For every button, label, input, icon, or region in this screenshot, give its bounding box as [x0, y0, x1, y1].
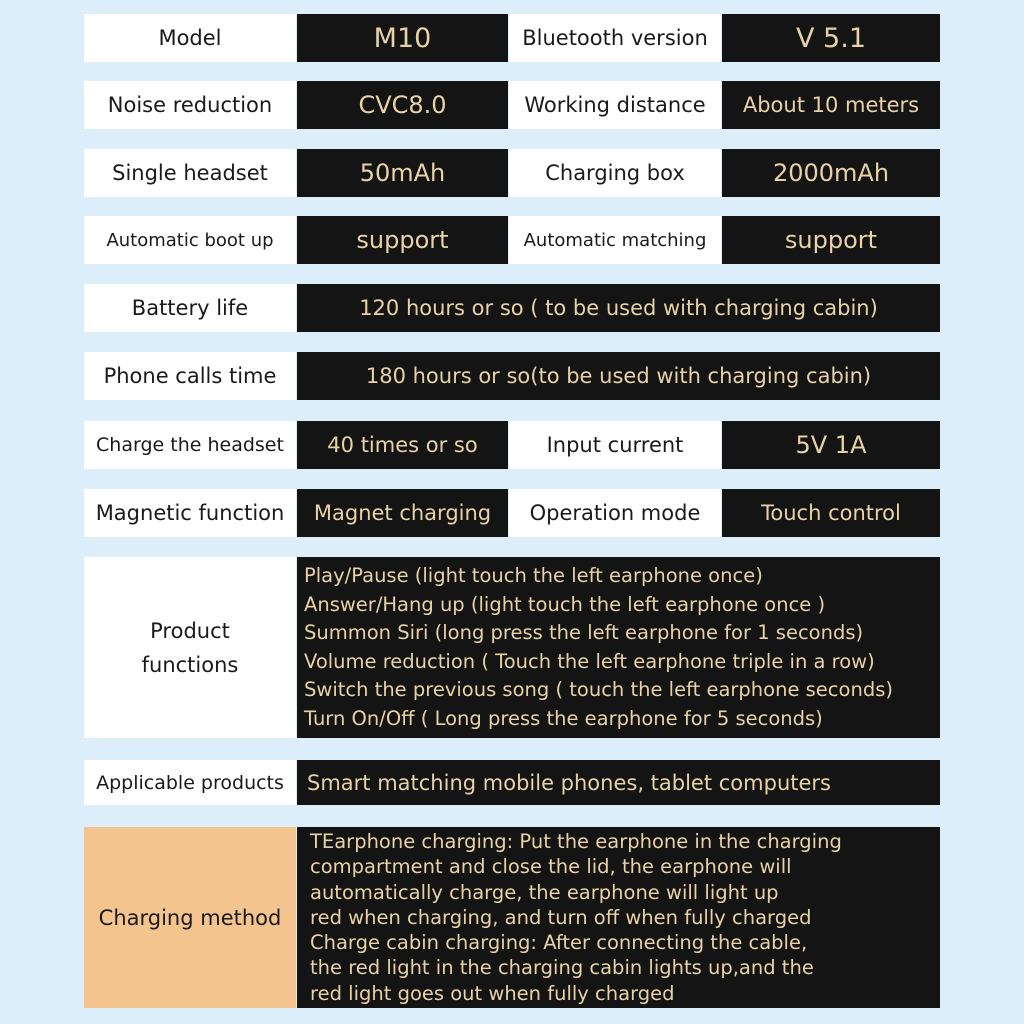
battery-life-label: Battery life: [84, 284, 296, 332]
spec-row-applicable: [84, 760, 940, 805]
spec-row-charging-method: [84, 827, 940, 1008]
working-distance-label: Working distance: [509, 81, 721, 129]
model-value: M10: [297, 14, 508, 62]
spec-row-magnetic: [84, 489, 940, 537]
input-current-value: 5V 1A: [722, 421, 940, 469]
product-functions-label-line1: Product: [150, 618, 230, 643]
phone-calls-time-label: Phone calls time: [84, 352, 296, 400]
input-current-label: Input current: [509, 421, 721, 469]
automatic-matching-label: Automatic matching: [509, 216, 721, 264]
single-headset-value: 50mAh: [297, 149, 508, 197]
spec-row-model: [84, 14, 940, 62]
charging-method-line: TEarphone charging: Put the earphone in the charging: [310, 830, 842, 854]
noise-reduction-label: Noise reduction: [84, 81, 296, 129]
charge-headset-value: 40 times or so: [297, 421, 508, 469]
charge-headset-label: Charge the headset: [84, 421, 296, 469]
magnetic-function-value: Magnet charging: [297, 489, 508, 537]
spec-row-calls-time: [84, 352, 940, 400]
phone-calls-time-value: 180 hours or so(to be used with charging cabin): [297, 352, 940, 400]
bluetooth-version-label: Bluetooth version: [509, 14, 721, 62]
product-functions-label-line2: functions: [141, 652, 239, 677]
spec-row-charge: [84, 421, 940, 469]
spec-row-noise: [84, 81, 940, 129]
charging-method-line: automatically charge, the earphone will light up: [310, 880, 779, 904]
operation-mode-label: Operation mode: [509, 489, 721, 537]
charging-box-label: Charging box: [509, 149, 721, 197]
single-headset-label: Single headset: [84, 149, 296, 197]
charging-method-line: the red light in the charging cabin lights up,and the: [310, 956, 814, 980]
applicable-products-label: Applicable products: [84, 760, 296, 805]
charging-method-line: Charge cabin charging: After connecting the cable,: [310, 931, 808, 955]
product-functions-label: [84, 557, 296, 738]
automatic-matching-value: support: [722, 216, 940, 264]
battery-life-value: 120 hours or so ( to be used with charging cabin): [297, 284, 940, 332]
product-functions-list: [297, 557, 940, 738]
charging-method-label: Charging method: [84, 827, 296, 1008]
charging-method-line: red when charging, and turn off when fully charged: [310, 905, 812, 929]
spec-row-battery-capacity: [84, 149, 940, 197]
charging-box-value: 2000mAh: [722, 149, 940, 197]
charging-method-text: [297, 827, 940, 1008]
function-line: Play/Pause (light touch the left earphone once): [304, 564, 763, 587]
noise-reduction-value: CVC8.0: [297, 81, 508, 129]
function-line: Answer/Hang up (light touch the left earphone once ): [304, 592, 826, 616]
charging-method-line: red light goes out when fully charged: [310, 981, 675, 1005]
spec-row-product-functions: [84, 557, 940, 738]
function-line: Switch the previous song ( touch the left earphone seconds): [304, 678, 893, 701]
magnetic-function-label: Magnetic function: [84, 489, 296, 537]
automatic-boot-up-value: support: [297, 216, 508, 264]
bluetooth-version-value: V 5.1: [722, 14, 940, 62]
working-distance-value: About 10 meters: [722, 81, 940, 129]
function-line: Turn On/Off ( Long press the earphone for 5 seconds): [304, 706, 823, 730]
function-line: Volume reduction ( Touch the left earphone triple in a row): [304, 649, 875, 673]
spec-row-automatic: [84, 216, 940, 264]
automatic-boot-up-label: Automatic boot up: [84, 216, 296, 264]
charging-method-line: compartment and close the lid, the earphone will: [310, 855, 792, 879]
model-label: Model: [84, 14, 296, 62]
spec-row-battery-life: [84, 284, 940, 332]
operation-mode-value: Touch control: [722, 489, 940, 537]
applicable-products-value: Smart matching mobile phones, tablet computers: [297, 760, 940, 805]
function-line: Summon Siri (long press the left earphone for 1 seconds): [304, 621, 864, 644]
